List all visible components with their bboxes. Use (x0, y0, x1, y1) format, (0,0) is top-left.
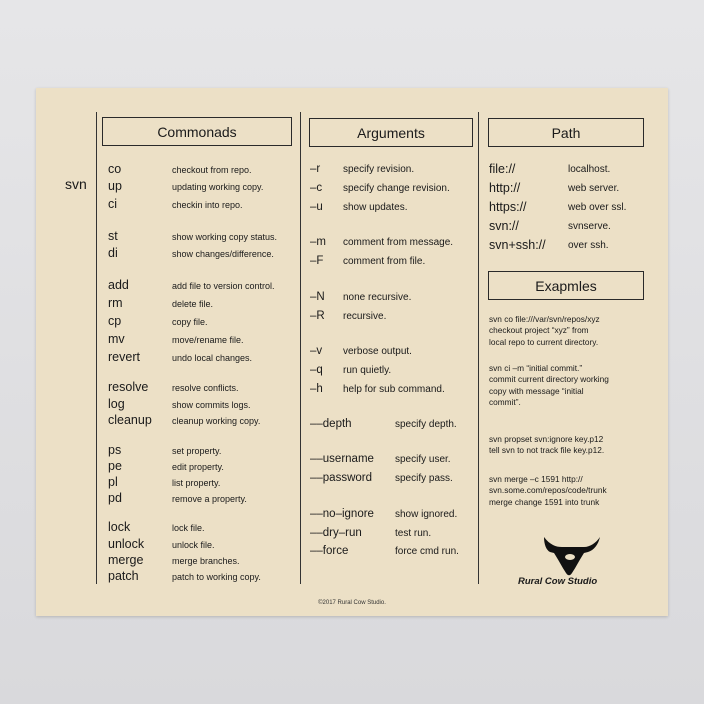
example-line: local repo to current directory. (489, 336, 599, 347)
command-name: cleanup (108, 413, 152, 427)
path-scheme: https:// (489, 200, 527, 214)
path-description: over ssh. (568, 240, 609, 251)
argument-description: specify revision. (343, 164, 415, 175)
command-description: lock file. (172, 523, 205, 533)
command-description: copy file. (172, 317, 208, 327)
divider-line (300, 112, 301, 584)
argument-description: specify user. (395, 454, 451, 465)
command-name: ci (108, 197, 118, 211)
command-description: add file to version control. (172, 281, 275, 291)
arguments-header-label: Arguments (357, 124, 425, 141)
command-description: resolve conflicts. (172, 383, 239, 393)
argument-flag: –c (310, 182, 323, 194)
command-name: patch (108, 569, 139, 583)
argument-description: show ignored. (395, 509, 458, 520)
example-line: commit”. (489, 396, 521, 407)
example-block (489, 474, 659, 508)
command-name: pd (108, 491, 122, 505)
commands-header (102, 117, 292, 146)
copyright-footer: ©2017 Rural Cow Studio. (318, 600, 386, 606)
argument-flag: ––no–ignore (310, 508, 374, 520)
svn-prefix: svn (65, 176, 87, 192)
path-scheme: file:// (489, 162, 516, 176)
command-name: pe (108, 459, 122, 473)
command-name: co (108, 162, 122, 176)
example-line: svn co file:///var/svn/repos/xyz (489, 314, 600, 324)
command-name: cp (108, 314, 122, 328)
command-description: checkin into repo. (172, 200, 243, 210)
argument-flag: –F (310, 255, 324, 267)
command-name: di (108, 246, 118, 260)
argument-flag: –r (310, 163, 321, 175)
command-description: undo local changes. (172, 353, 253, 363)
argument-description: specify pass. (395, 473, 453, 484)
argument-description: run quietly. (343, 365, 392, 376)
command-description: show changes/difference. (172, 249, 274, 259)
command-description: show working copy status. (172, 232, 278, 242)
argument-description: help for sub command. (343, 384, 445, 395)
argument-description: comment from file. (343, 256, 426, 267)
commands-header-label: Commonads (157, 123, 237, 140)
example-line: checkout project “xyz” from (489, 325, 589, 336)
argument-description: verbose output. (343, 346, 412, 357)
path-description: web over ssl. (568, 202, 627, 213)
example-block (489, 363, 659, 408)
divider-line (96, 112, 97, 584)
path-scheme: svn+ssh:// (489, 238, 546, 252)
command-description: edit property. (172, 462, 224, 472)
command-name: st (108, 229, 118, 243)
argument-description: recursive. (343, 311, 387, 322)
path-header (488, 118, 644, 147)
examples-header (488, 271, 644, 300)
argument-description: specify depth. (395, 419, 457, 430)
command-name: revert (108, 350, 140, 364)
command-description: move/rename file. (172, 335, 244, 345)
arguments-header (309, 118, 473, 147)
command-name: merge (108, 553, 144, 567)
command-name: pl (108, 475, 118, 489)
argument-flag: ––username (310, 453, 374, 465)
brand-name: Rural Cow Studio (518, 576, 598, 587)
command-description: merge branches. (172, 556, 240, 566)
path-description: svnserve. (568, 221, 611, 232)
example-line: merge change 1591 into trunk (489, 496, 600, 507)
argument-description: specify change revision. (343, 183, 450, 194)
examples-header-label: Exapmles (535, 277, 597, 294)
argument-flag: ––force (310, 545, 349, 557)
command-name: ps (108, 443, 122, 457)
command-description: unlock file. (172, 540, 215, 550)
example-block (489, 314, 659, 348)
example-line: svn ci –m “initial commit.” (489, 363, 583, 373)
command-name: add (108, 278, 129, 292)
command-name: mv (108, 332, 125, 346)
argument-description: none recursive. (343, 292, 412, 303)
command-description: show commits logs. (172, 400, 251, 410)
example-block (489, 434, 659, 457)
argument-flag: –h (310, 383, 323, 395)
path-description: web server. (568, 183, 620, 194)
command-description: remove a property. (172, 494, 247, 504)
example-line: copy with message “initial (489, 385, 584, 396)
argument-flag: –v (310, 345, 323, 357)
argument-flag: ––depth (310, 418, 352, 430)
example-line: tell svn to not track file key.p12. (489, 445, 605, 456)
divider-line (478, 112, 479, 584)
command-name: lock (108, 520, 131, 534)
command-name: log (108, 397, 125, 411)
argument-flag: ––dry–run (310, 527, 362, 539)
argument-flag: –N (310, 291, 325, 303)
argument-description: show updates. (343, 202, 408, 213)
command-description: list property. (172, 478, 221, 488)
command-description: cleanup working copy. (172, 416, 261, 426)
argument-flag: –R (310, 310, 325, 322)
command-description: checkout from repo. (172, 165, 252, 175)
path-header-label: Path (551, 124, 581, 141)
example-line: svn merge –c 1591 http:// (489, 474, 583, 484)
argument-flag: –m (310, 236, 326, 248)
example-line: commit current directory working (489, 374, 609, 385)
argument-flag: ––password (310, 472, 373, 484)
argument-description: test run. (395, 528, 432, 539)
command-description: set property. (172, 446, 222, 456)
argument-description: comment from message. (343, 237, 454, 248)
cheat-sheet-poster (36, 88, 668, 616)
command-name: rm (108, 296, 123, 310)
example-line: svn.some.com/repos/code/trunk (489, 485, 607, 496)
path-scheme: svn:// (489, 219, 519, 233)
argument-flag: –q (310, 364, 323, 376)
command-description: delete file. (172, 299, 214, 309)
command-name: resolve (108, 380, 149, 394)
command-name: unlock (108, 537, 145, 551)
path-scheme: http:// (489, 181, 521, 195)
argument-flag: –u (310, 201, 323, 213)
path-description: localhost. (568, 164, 611, 175)
command-name: up (108, 179, 122, 193)
argument-description: force cmd run. (395, 546, 459, 557)
example-line: svn propset svn:ignore key.p12 (489, 434, 604, 444)
command-description: patch to working copy. (172, 572, 261, 582)
command-description: updating working copy. (172, 182, 264, 192)
